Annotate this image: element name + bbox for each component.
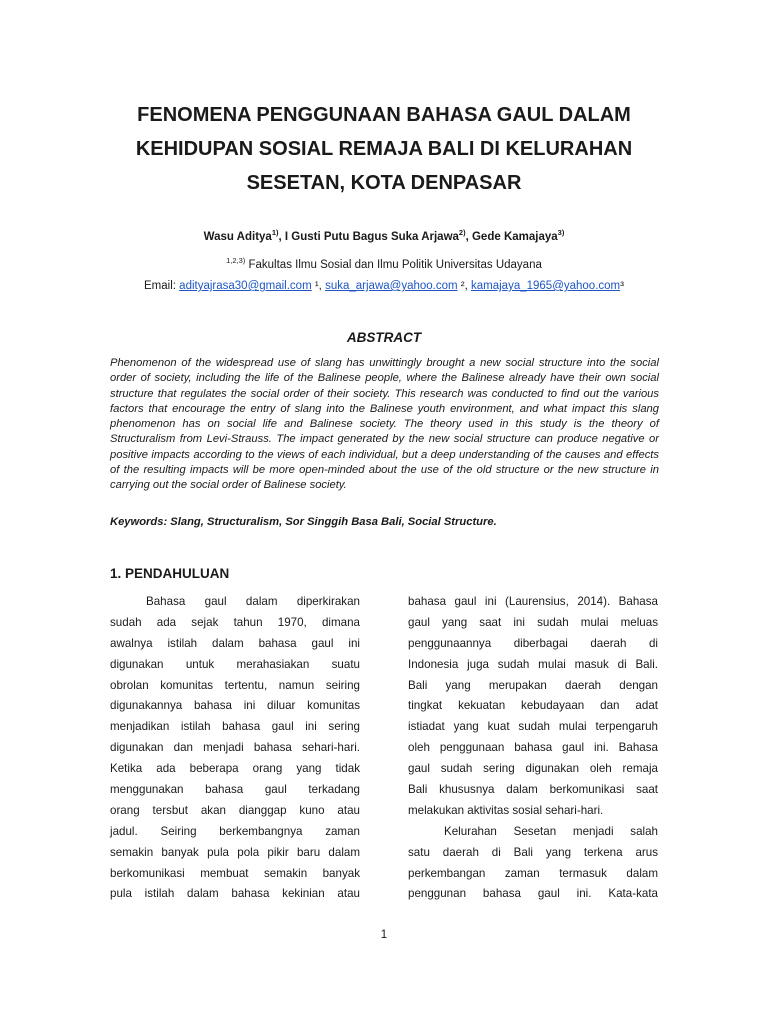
text-line: awalnya istilah dalam bahasa gaul ini	[110, 636, 360, 650]
text-line: satu daerah di Bali yang terkena arus	[408, 845, 658, 859]
text-line: oleh penggunaan bahasa gaul ini. Bahasa	[408, 741, 658, 755]
text-line: bahasa gaul ini (Laurensius, 2014). Bahasa	[408, 595, 658, 608]
text-line: gaul sudah sering digunakan oleh remaja	[408, 762, 658, 776]
text-line: Ketika ada beberapa orang yang tidak	[110, 762, 360, 776]
email-link-2[interactable]: suka_arjawa@yahoo.com	[325, 280, 458, 292]
text-line: penggunaannya diberbagai daerah di	[408, 636, 658, 650]
title-line-2: KEHIDUPAN SOSIAL REMAJA BALI DI KELURAHAN	[135, 138, 633, 160]
email-line	[60, 280, 708, 292]
text-line: semakin banyak pula pola pikir baru dalam	[110, 845, 360, 859]
section-heading: 1. PENDAHULUAN	[110, 566, 230, 581]
title-line-1: FENOMENA PENGGUNAAN BAHASA GAUL DALAM	[137, 104, 631, 126]
text-line: melakukan aktivitas sosial sehari-hari.	[408, 803, 604, 817]
abstract-text: Phenomenon of the widespread use of slang has unwittingly brought a new social structure into the social order of society, including the life of the Balinese people, where the Balinese already have their own social structure that regulates the social order of their society. This research was conducted to find out the various factors that encourage the entry of slang into the Balinese youth environment, and what impact this slang phenomenon has on social life and Balinese society. The theory used in this study is the theory of Structuralism from Levi-Strauss. The impact generated by the new social structure can produce negative or positive impacts according to the views of each individual, but a deep understanding of the causes and effects of the resulting impacts will be more open-minded about the use of the old structure or the new structure in carrying out the social order of Balinese society.	[110, 357, 659, 492]
abstract-heading: ABSTRACT	[346, 330, 422, 345]
left-column	[110, 592, 360, 905]
author-3-marker: 3)	[557, 228, 565, 237]
text-line: Bali yang merupakan daerah dengan	[408, 678, 658, 692]
text-line: penggunan bahasa gaul ini. Kata-kata	[408, 887, 658, 901]
text-line: menggunakan bahasa gaul terkadang	[110, 783, 360, 797]
text-line: jadul. Seiring berkembangnya zaman	[110, 824, 360, 838]
author-list	[60, 228, 708, 243]
text-line: digunakan dan menjadi bahasa sehari-hari.	[110, 741, 360, 755]
author-2: , I Gusti Putu Bagus Suka Arjawa	[278, 230, 459, 243]
email-link-3[interactable]: kamajaya_1965@yahoo.com	[471, 280, 621, 292]
page-number: 1	[380, 929, 388, 941]
text-line: Kelurahan Sesetan menjadi salah	[444, 824, 658, 838]
author-3: , Gede Kamajaya	[465, 230, 558, 243]
affiliation-marker: 1,2,3)	[226, 256, 246, 265]
text-line: Indonesia juga sudah mulai masuk di Bali.	[408, 657, 658, 671]
text-line: menjadikan istilah bahasa gaul ini sering	[110, 720, 360, 734]
affiliation-text: Fakultas Ilmu Sosial dan Ilmu Politik Universitas Udayana	[245, 258, 542, 271]
author-1: Wasu Aditya	[203, 230, 272, 243]
text-line: gaul yang saat ini sudah mulai meluas	[408, 615, 658, 629]
paper-title	[60, 98, 708, 200]
email-link-1[interactable]: adityajrasa30@gmail.com	[179, 280, 312, 292]
right-column	[408, 592, 658, 905]
text-line: tingkat kekuatan kebudayaan dan adat	[408, 699, 658, 713]
email-marker-2: ²,	[457, 280, 471, 292]
text-line: berkomunikasi membuat semakin banyak	[110, 866, 360, 880]
keywords: Keywords: Slang, Structuralism, Sor Singgih Basa Bali, Social Structure.	[110, 516, 497, 528]
text-line: Bahasa gaul dalam diperkirakan	[146, 595, 360, 608]
text-line: perkembangan zaman termasuk dalam	[408, 866, 658, 880]
author-2-marker: 2)	[458, 228, 466, 237]
text-line: pula istilah dalam bahasa kekinian atau	[110, 887, 360, 901]
text-line: sudah ada sejak tahun 1970, dimana	[110, 615, 360, 629]
text-line: digunakannya bahasa ini diluar komunitas	[110, 699, 360, 713]
email-marker-1: ¹,	[311, 280, 326, 292]
email-marker-3: ³	[620, 280, 624, 292]
affiliation	[60, 256, 708, 271]
text-line: digunakan untuk merahasiakan suatu	[110, 657, 360, 671]
author-1-marker: 1)	[271, 228, 279, 237]
text-line: Bali khususnya dalam berkomunikasi saat	[408, 783, 658, 797]
title-line-3: SESETAN, KOTA DENPASAR	[246, 172, 522, 194]
email-label: Email:	[144, 280, 180, 292]
text-line: orang tersbut akan dianggap kuno atau	[110, 803, 360, 817]
text-line: obrolan komunitas tertentu, namun seiring	[110, 678, 360, 692]
text-line: istiadat yang kuat sudah mulai terpengaruh	[408, 720, 658, 734]
